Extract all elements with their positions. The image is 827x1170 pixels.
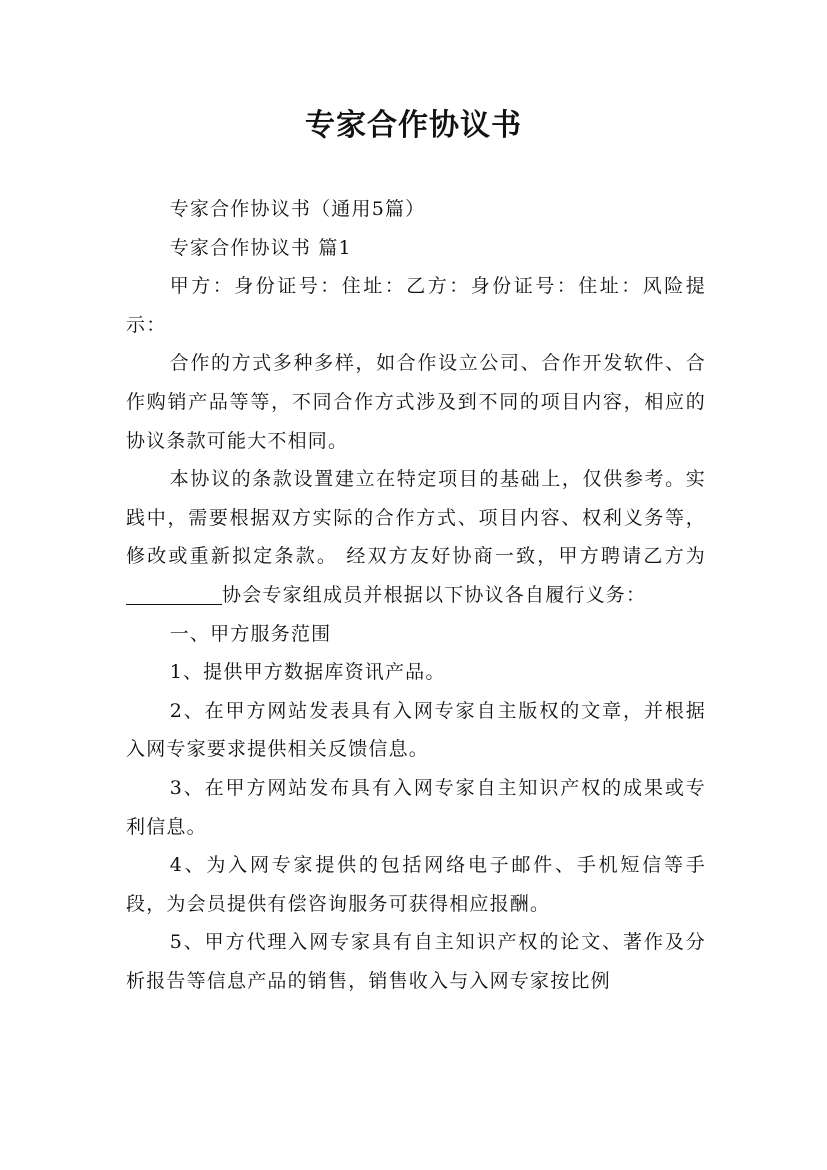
- paragraph: 专家合作协议书 篇1: [169, 236, 352, 259]
- section-heading: 一、甲方服务范围: [169, 622, 332, 645]
- paragraph: 专家合作协议书（通用5篇）: [169, 198, 426, 220]
- list-item: 2、在甲方网站发表具有入网专家自主版权的文章，并根据入网专家要求提供相关反馈信息。: [126, 699, 706, 761]
- list-item: 3、在甲方网站发布具有入网专家自主知识产权的成果或专利信息。: [126, 776, 706, 838]
- list-item: 4、为入网专家提供的包括网络电子邮件、手机短信等手段，为会员提供有偿咨询服务可获得相应报酬。: [126, 854, 706, 915]
- paragraph-text: 本协议的条款设置建立在特定项目的基础上，仅供参考。实践中，需要根据双方实际的合作方式、项目内容、权利义务等，修改或重新拟定条款。 经双方友好协商一致，甲方聘请乙方为: [126, 468, 706, 568]
- list-item: 5、甲方代理入网专家具有自主知识产权的论文、著作及分析报告等信息产品的销售，销售收入与入网专家按比例: [126, 931, 706, 992]
- paragraph: [126, 460, 706, 614]
- document-body: [126, 190, 706, 1000]
- document-title: 专家合作协议书: [305, 108, 522, 143]
- list-item: 1、提供甲方数据库资讯产品。: [169, 661, 446, 684]
- fill-in-blank: [126, 585, 222, 605]
- paragraph-text: 协会专家组成员并根据以下协议各自履行义务：: [222, 583, 647, 606]
- paragraph: 合作的方式多种多样，如合作设立公司、合作开发软件、合作购销产品等等，不同合作方式涉及到不同的项目内容，相应的协议条款可能大不相同。: [126, 352, 706, 452]
- paragraph: 甲方：身份证号：住址：乙方：身份证号：住址：风险提示：: [126, 275, 706, 336]
